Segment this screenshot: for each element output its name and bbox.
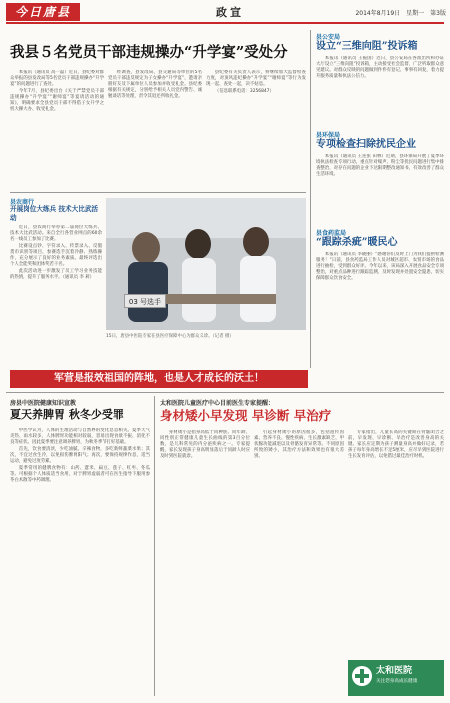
food-title: “跟踪杀疵”暖民心 xyxy=(316,237,398,248)
health-body: 中医学认为，人体的生理活动与自然界的变化息息相关。夏季天气炎热、雨水较多，人体脾胃功能相对较弱，容易出现食欲不振、消化不良等症状。因此夏季要注意调养脾胃，为秋冬季节打好基础。 首先，饮食要清淡，少吃油腻、辛辣食物，多吃新鲜蔬菜水果；其次，不宜过食生冷，以免损伤脾胃阳气；再次，要保持规律作息，适当运动，避免过度劳累。 夏季常用的健脾食物有：山药、薏米、扁豆、莲子、红枣、冬瓜等。可根据个人体质适当食用，对于脾胃虚弱者可在医生指导下服用参苓白术散等中药调理。 xyxy=(10,428,150,483)
police-kicker: 县公安局 xyxy=(316,34,341,41)
police-body: 本报讯（通讯员 王振国）近日，县公安局在各派出所和办证大厅设立“三维向阻”投诉箱，主动接受社会监督，广泛听取群众意见建议。对群众反映的问题做到件件有登记、事事有回复，着力提升服务质量和执法公信力。 xyxy=(316,56,444,79)
health-headline: 夏天养脾胃 秋冬少受罪 xyxy=(10,408,124,421)
env-kicker: 县环保局 xyxy=(316,132,341,139)
hospital-headline: 身材矮小早发现 早诊断 早治疗 xyxy=(160,408,332,423)
hospital-kicker: 太和医院儿童医疗中心目前医生专家提醒： xyxy=(160,400,275,407)
date-line: 2014年8月19日 星期一 第3版 xyxy=(355,10,446,17)
hospital-body-col2: 引起身材矮小的原因很多，包括遗传因素、营养不良、慢性疾病、生长激素缺乏、甲状腺功能减退以及骨骼发育异常等。不同原因所致的矮小，其治疗方法和效果也有很大差别。 xyxy=(254,430,344,459)
divider xyxy=(10,192,306,193)
lead-body-col1: 本报讯（通讯员 高一磊）近日，县纪委对群众举报的县发改局等5名党员干部违规操办“升学宴”的问题进行了查处。 今年7月，县纪委出台《关于严禁党员干部违规操办“升学宴”“谢师宴”等宴请活动的通知》，明确要求全县党员干部不得借子女升学之机大操大办、收受礼金。 xyxy=(10,70,104,112)
section-title: 政宣 xyxy=(216,6,244,19)
lead-body-col2: 经调查，县发改局、县交通局等单位的5名党员干部违反规定为子女操办“升学宴”，邀请亲朋好友及下属单位人员参加并收受礼金。县纪委根据有关规定，分别给予相关人员党内警告、诚勉谈话等处理，责令其退还所收礼金。 xyxy=(108,70,202,99)
hospital-logo-icon xyxy=(352,666,372,686)
hospital-body-col3: 专家指出，儿童长高的关键期在骨骺闭合之前，早发现、早诊断、早治疗是改善身高的关键。家长应定期为孩子测量身高并做好记录，若孩子每年身高增长不足5厘米，应尽早到医院进行生长发育评估，以免错过最佳治疗时机。 xyxy=(348,430,444,459)
column-divider xyxy=(310,30,311,368)
slogan-banner: 军营是报效祖国的阵地，也是人才成长的沃土！ xyxy=(10,370,308,388)
photo-story-kicker: 县农商行 xyxy=(10,199,35,206)
contestant-plate: 03 号选手 xyxy=(124,294,166,308)
health-kicker: 房县中医院健康知识宣教 xyxy=(10,400,77,407)
food-body: 本报讯（通讯员 李晓丽）“感谢你们及时上门为我们提供检测服务！”日前，县食药监局工作人员对城区超市、农贸市场的食品进行抽检，受到群众好评。今年以来，该局深入开展食品安全专项整治，对重点品种进行跟踪监测，及时发现并处置安全隐患，切实保障群众饮食安全。 xyxy=(316,252,444,281)
env-body: 本报讯（通讯员 王连张 田林）近期，县环保局开展了夏季环境执法检查专项行动，重点针对噪声、粉尘等扰民问题进行集中排查整治，对存在问题的企业下达限期整改通知书，有效改善了群众生活环境。 xyxy=(316,154,444,177)
hospital-body-col1: 身材矮小是指身高低于同种族、同年龄、同性别正常健康儿童生长曲线的第3百分位数，是儿科常见的内分泌疾病之一。专家提醒，家长发现孩子身高明显落后于同龄人时应及时到医院就诊。 xyxy=(160,430,250,459)
hospital-ad-title: 太和医院 xyxy=(376,666,413,676)
lead-headline: 我县５名党员干部违规操办“升学宴”受处分 xyxy=(10,44,288,61)
police-title: 设立“三维向阻”投诉箱 xyxy=(316,41,418,52)
bottom-divider xyxy=(154,396,155,696)
food-kicker: 县食药监局 xyxy=(316,230,347,237)
lead-body-col3: 县纪委有关负责人表示，将继续加大监督检查力度，对顶风违纪操办“升学宴”“谢师宴”等行为发现一起、查处一起，决不姑息。 （信息联系电话：3256847） xyxy=(206,70,306,94)
masthead-rule xyxy=(6,22,444,24)
photo-caption: 15日，唐县中医院专家在县医疗保障中心为群众义诊。（记者 摄） xyxy=(106,334,234,339)
hospital-ad-sub: 关注您身高成长健康 xyxy=(376,679,418,684)
photo-story-body: 近日，县农商行举办第二届岗位大练兵、技术大比武活动。来自全行各营业网点的60余名一线员工参加了比赛。 比赛设点钞、字符录入、传票录入、反假货币识别等项目，参赛选手沉着冷静、熟练操作，充分展示了良好的业务素质。最终评选出个人全能奖和团体奖若干名。 此次活动进一步激发了员工学习业务技能的热情，提升了服务水平。（通讯员 李 莉） xyxy=(10,225,102,280)
news-photo xyxy=(106,198,306,330)
section-rule xyxy=(6,392,444,393)
env-title: 专项检查扫除扰民企业 xyxy=(316,139,416,150)
hospital-ad xyxy=(348,660,444,696)
newspaper-logo: 今日唐县 xyxy=(6,3,80,21)
photo-story-headline: 开展岗位大练兵 技术大比武活动 xyxy=(10,205,99,222)
